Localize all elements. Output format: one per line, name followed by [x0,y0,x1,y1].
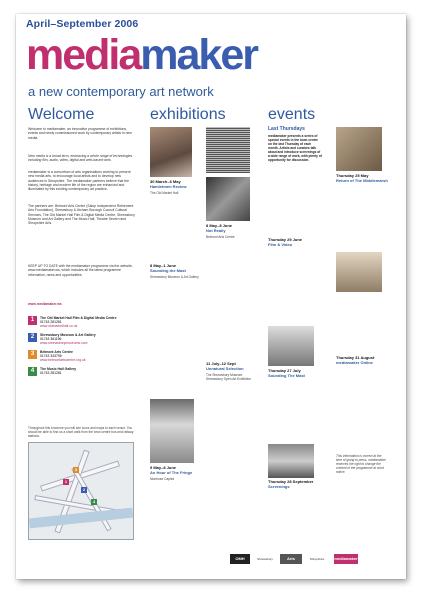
exhibition-photo [150,127,192,177]
event-date: Thursday 28 September [268,479,314,484]
footer-logo: Shropshire [309,557,325,561]
venue-name: The Old Market Hall Film & Digital Media Centre [40,316,117,320]
venue-phone: 01743 281281 [40,320,62,324]
event-photo [268,444,314,478]
venue-number-badge: 2 [28,333,37,342]
exhibition-title: Hamletmen Review [150,184,187,189]
last-thursdays-title: Last Thursdays [268,126,305,132]
logo-maker: maker [140,31,257,79]
exhibition-photo [206,127,250,173]
welcome-keep-up: KEEP UP TO DATE with the mediamaker programme via the website, www.mediamaker.ws, which includes all the latest programme information, news and opportunities. [28,264,133,277]
exhibition-dates: 9 May–8 June [150,465,177,470]
exhibition-venue: Shrewsbury Museum & Art Gallery [150,275,199,279]
exhibition-dates: 11 July–12 Sept [206,361,236,366]
event-photo [336,252,382,292]
exhibition-photo [150,399,194,463]
venue-item [28,333,136,345]
exhibition-title: Unnatural Selection [206,366,244,371]
map-note: Throughout this brochure you will see icons and maps to each venue. You should be able to find us a short walk from the town centre bus and railway stations. [28,426,134,438]
exhibition-title: An Hour of The Fringe [150,470,193,475]
event-title: Film & Video [268,242,293,247]
exhibition-venue: Belmont Arts Centre [206,235,235,239]
footer-logo: Shrewsbury [257,557,273,561]
event-date: Thursday 31 August [336,355,375,360]
venue-number-badge: 1 [28,316,37,325]
venue-phone: 01743 361196 [40,337,62,341]
mediamaker-logo [26,31,257,79]
exhibition-title: Not Really [206,228,226,233]
event-title: Screenings [268,484,290,489]
welcome-p4: The partners are: Belmont Arts Centre (Salop Independent Retirement Arts Foundation), Shrewsbury & Atcham Borough Council Cultural Services, The Old Market Hall Film & Digital Media Centre, Shrewsbury Museum and Art Gallery and The Music Hall, Theatre Severn and Shropshire Arts. [28,204,135,226]
town-map: 1 2 3 4 [28,442,134,540]
last-thursdays-text: mediamaker presents a series of special events in the town centre on the last Thursday of each month. Artists and curators talk about and introduce screenings of a wide range of work, with plenty of opportunity for discussion. [268,134,322,162]
event-title: mediamaker Online [336,360,373,365]
venue-item [28,367,136,376]
welcome-p2: New media is a broad term, embracing a whole range of technologies including film, audio, video, digital and web-based work. [28,154,133,163]
welcome-intro: Welcome to mediamaker, an innovative programme of exhibitions, events and newly commissioned work by contemporary artists in new media. [28,127,132,140]
welcome-p3: mediamaker is a consortium of arts organisations working to present new media arts, to encourage local artists and to develop new audiences in Shropshire. The mediamaker partners believe that the history, heritage and modern life of the region are enhanced and illuminated by this exciting contemporary art practice. [28,170,131,192]
event-title: Return of The Middlemarsh [336,178,388,183]
event-photo [268,326,314,366]
venue-phone: 01743 281281 [40,371,62,375]
venue-item [28,316,136,328]
venue-name: Belmont Arts Centre [40,350,73,354]
logo-media: media [26,31,141,79]
venue-number-badge: 3 [28,350,37,359]
event-photo [336,127,382,171]
venue-url[interactable]: www.oldmarkethall.co.uk [40,324,78,328]
exhibition-dates: 8 May–8 June [206,223,233,228]
venue-number-badge: 4 [28,367,37,376]
event-title: Sounding The Mast [268,373,305,378]
tagline: a new contemporary art network [28,84,214,99]
exhibition-venue: The Old Market Hall [150,191,179,195]
venue-item [28,350,136,362]
event-date: Thursday 29 June [268,237,303,242]
venue-phone: 01743 343795 [40,354,62,358]
event-date: Thursday 27 July [268,368,301,373]
venue-url[interactable]: www.belmontartscentre.org.uk [40,358,86,362]
brochure-page [16,14,406,579]
welcome-heading: Welcome [28,106,95,123]
footer-logo: OMH [230,554,250,564]
exhibition-venue: Montrose Capitol [150,477,175,481]
exhibition-dates: 30 March–6 May [150,179,181,184]
exhibition-photo [206,177,250,221]
date-range: April–September 2006 [26,18,139,30]
event-date: Thursday 25 May [336,173,369,178]
venue-name: The Music Hall Gallery [40,367,77,371]
venue-url[interactable]: www.shrewsburymuseums.com [40,341,88,345]
venue-name: Shrewsbury Museum & Art Gallery [40,333,96,337]
exhibition-dates: 8 May–1 June [150,263,177,268]
exhibition-venue: The Shrewsbury Museum Shrewsbury Open Art Exhibition [206,373,252,381]
venue-list [28,316,136,381]
programme-note: This information is correct at the time of going to press. mediamaker reserves the right to change the content of the programme at short notice. [336,454,386,474]
website-link[interactable]: www.mediamaker.ws [28,302,62,306]
footer-logo: mediamaker [334,554,358,564]
exhibitions-heading: exhibitions [150,106,226,123]
footer-logo: Arts Council [280,554,302,564]
exhibition-title: Sounding the Mast [150,268,186,273]
events-heading: events [268,106,316,123]
